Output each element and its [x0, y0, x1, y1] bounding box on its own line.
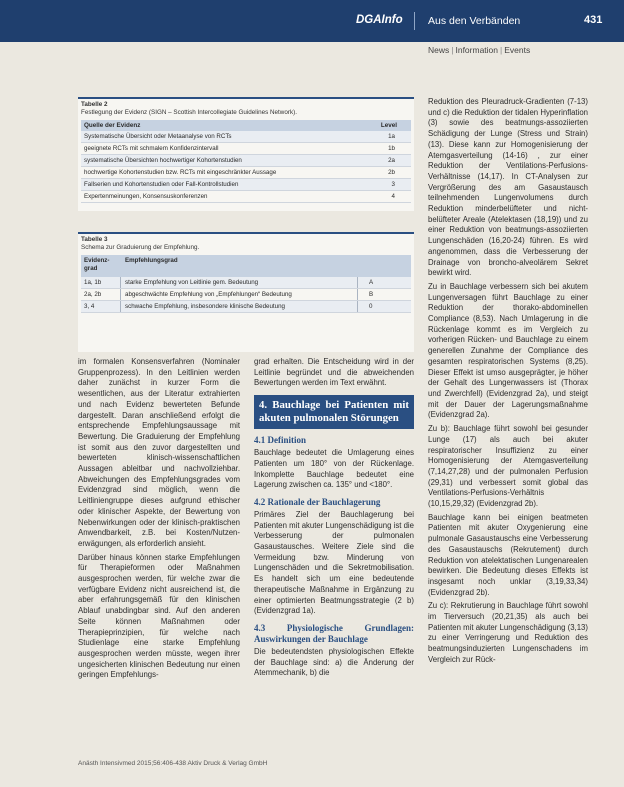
- table-caption: [78, 99, 414, 117]
- subsection-heading: 4.2 Rationale der Bauchlagerung: [254, 496, 381, 507]
- body-paragraph: Zu in Bauchlage verbessern sich bei akutem Lungenversagen führt Bauchlage zu einer Reduktion der thorako-abdominellen Compliance (8,53). Nach Umlagerung in die Rückenlage kommt es im Vergleich zu vorherigen Rücken- und Bauchlage zu einem generellen Zunahme der Compliance des gesamten respiratorischen Systems (8,25). Dieser Effekt ist umso ausgeprägter, je höher der Gehalt des Lungenwassers ist (Thorax und Zwerchfell) (Evidenzgrad 2a), und steigt mit der Dauer der Lagerungsmaßnahme (Evidenzgrad 2a).: [428, 281, 588, 420]
- table-row: [81, 191, 411, 203]
- subsection-heading: 4.3 Physiologische Grundlagen: Auswirkungen der Bauchlage: [254, 622, 414, 644]
- text-column-right: [428, 97, 588, 669]
- table-cell-grade: A: [369, 279, 374, 286]
- page-footer: Anästh Intensivmed 2015;56:406-438 Aktiv Druck & Verlag GmbH: [78, 760, 268, 767]
- recommendation-table: [78, 232, 414, 352]
- body-paragraph: Die bedeutendsten physiologischen Effekte der Bauchlage sind: a) die Änderung der Atemmechanik, b) die: [254, 646, 414, 678]
- subnav: News | Information | Events: [428, 45, 531, 55]
- table-cell-level: 2a: [388, 157, 395, 164]
- section-heading: 4. Bauchlage bei Patienten mit akuten pulmonalen Störungen: [254, 395, 414, 429]
- table-cell-recommendation: starke Empfehlung von Leitlinie gem. Bedeutung: [125, 279, 259, 286]
- body-paragraph: Bauchlage kann bei einigen beatmeten Patienten mit akuter Oxygenierung eine pulmonale Gasaustauschs eine Verbesserung des Gasaustauschs (Rekrutement) durch Reduktion von atelektatischen Lungenarealen bewirken. Die Bedeutung dieses Effekts ist insgesamt noch unklar (3,19,33,34) (Evidenzgrad 2b).: [428, 512, 588, 597]
- text-column-left: [78, 357, 240, 684]
- table-cell-level: 1a: [388, 133, 395, 140]
- table-cell-source: Fallserien und Kohortenstudien oder Fall-Kontrollstudien: [84, 181, 239, 188]
- table-caption: [78, 234, 414, 252]
- subsection-heading: 4.1 Definition: [254, 435, 307, 446]
- body-paragraph: Primäres Ziel der Bauchlagerung bei Patienten mit akuter Lungenschädigung ist die Verbesserung der pulmonalen Gasaustausches. Weitere Ziele sind die Vermeidung bzw. Minderung von Lungenschäden und die Sekretmobilisation. Es handelt sich um eine bedeutende therapeutische Maßnahme in Ergänzung zu einer optimierten Beatmungsstrategie (2 b) (Evidenzgrad 1a).: [254, 509, 414, 616]
- table-row: [81, 167, 411, 179]
- table-cell-level: 1b: [388, 145, 395, 152]
- text-column-middle: [254, 357, 414, 682]
- table-cell-source: systematische Übersichten hochwertiger Kohortenstudien: [84, 157, 242, 164]
- table-cell-recommendation: schwache Empfehlung, insbesondere klinische Bedeutung: [125, 303, 285, 310]
- journal-brand: DGAInfo: [356, 14, 403, 26]
- table-header-level: Level: [380, 122, 397, 129]
- table-header: [81, 255, 411, 277]
- table-cell-grade: B: [369, 291, 374, 298]
- table-cell-evidence: 3, 4: [84, 303, 95, 310]
- subnav-events: Events: [504, 45, 531, 55]
- table-header-evidence: Evidenz-grad: [84, 257, 110, 272]
- table-header: [81, 120, 411, 131]
- table-row: [81, 179, 411, 191]
- table-row: [81, 289, 411, 301]
- table-cell-recommendation: abgeschwächte Empfehlung von „Empfehlungen“ Bedeutung: [125, 291, 292, 298]
- body-paragraph: im formalen Konsensverfahren (Nominaler Gruppenprozess). In den Leitlinien werden daher zunächst in kurzer Form die wesentlichen, aus der Literatur extrahierten und nach Evidenz bewerteten Befunde dargestellt. Daran anschließend erfolgt die entsprechende Empfehlungsaussage mit Bewertung. Die Graduierung der Empfehlung ist somit aus den zuvor dargestellten und bewerteten klinisch-wissenschaftlichen Aussagen ableitbar und nachvollziehbar. Abweichungen des Empfehlungsgrades vom Evidenzgrad sind möglich, wenn die Leitliniengruppe dieses aufgrund ethischer oder klinischer Aspekte, der Bewertung von Nebenwirkungen oder der klinisch-praktischen Anwendbarkeit, z.B. bei Kosten/Nutzen-erwägungen, als erforderlich ansieht.: [78, 357, 240, 548]
- body-paragraph: Darüber hinaus können starke Empfehlungen für Therapieformen oder Maßnahmen ausgesprochen werden, für welche zwar die verfügbare Evidenz nicht ausreichend ist, die aber erfahrungsgemäß für den klinischen Ablauf unabdingbar sind. Auf den anderen Seite können Maßnahmen oder Therapieprinzipien, für welche nach Studienlage eine starke Empfehlung ausgesprochen werden müsste, wegen ihrer ungesicherten klinischen Bedeutung nur einen geringen Empfehlungs-: [78, 552, 240, 680]
- table-cell-source: Expertenmeinungen, Konsensuskonferenzen: [84, 193, 208, 200]
- table-row: [81, 301, 411, 313]
- table-row: [81, 277, 411, 289]
- section-title: Aus den Verbänden: [428, 15, 521, 27]
- page-number: 431: [584, 14, 603, 26]
- table-cell-level: 2b: [388, 169, 395, 176]
- table-cell-evidence: 1a, 1b: [84, 279, 102, 286]
- table-cell-level: 4: [391, 193, 395, 200]
- table-row: [81, 143, 411, 155]
- body-paragraph: Bauchlage bedeutet die Umlagerung eines Patienten um 180° von der Rückenlage. Inkomplette Bauchlage bedeutet eine Lagerung zwischen ca. 135° und <180°.: [254, 448, 414, 490]
- table-header-source: Quelle der Evidenz: [84, 122, 141, 129]
- table-caption-title: Tabelle 3: [81, 236, 108, 243]
- table-caption-title: Tabelle 2: [81, 101, 108, 108]
- body-paragraph: Zu c): Rekrutierung in Bauchlage führt sowohl im Tierversuch (20,21,35) als auch bei Patienten mit akuter Lungenschädigung (3,13) zu einer Verringerung und Reduktion des beatmungsinduzierten Lungenschadens im Vergleich zur Rück-: [428, 601, 588, 664]
- table-cell-source: hochwertige Kohortenstudien bzw. RCTs mit eingeschränkter Aussage: [84, 169, 277, 176]
- subnav-information: Information: [455, 45, 499, 55]
- table-row: [81, 131, 411, 143]
- table-header-recommendation: Empfehlungsgrad: [125, 257, 178, 264]
- table-cell-level: 3: [391, 181, 395, 188]
- table-caption-text: Schema zur Graduierung der Empfehlung.: [81, 244, 200, 251]
- table-body: [78, 131, 414, 203]
- body-paragraph: Zu b): Bauchlage führt sowohl bei gesunder Lunge (17) als auch bei akuter respiratorischer Insuffizienz zu einer Homogenisierung der Atemgasverteilung (7,14,27,28) und der pulmonalen Perfusion (29,31) und verbessert somit global das Ventilations-Perfusions-Verhältnis (10,15,29,32) (Evidenzgrad 2b).: [428, 424, 588, 509]
- table-cell-source: Systematische Übersicht oder Metaanalyse von RCTs: [84, 133, 232, 140]
- table-caption-text: Festlegung der Evidenz (SIGN – Scottish Intercollegiate Guidelines Network).: [81, 109, 297, 116]
- table-row: [81, 155, 411, 167]
- header-divider: [414, 12, 415, 30]
- table-cell-grade: 0: [369, 303, 373, 310]
- subnav-news: News: [428, 45, 450, 55]
- table-body: [78, 277, 414, 313]
- table-cell-source: geeignete RCTs mit schmalem Konfidenzintervall: [84, 145, 219, 152]
- page-header: [0, 0, 624, 42]
- body-paragraph: Reduktion des Pleuradruck-Gradienten (7-13) und c) die Reduktion der tidalen Hyperinflation (3) sowie des beatmungs-assoziierten Schädigung der Lunge (Stress und Strain) (13). Diese kann zur Homogenisierung der Atemgasverteilung (14-16) , zur einer Reduktion der Ventilations-Perfusions-Verhältnisse (14,17). In CT-Analysen zur Vergrößerung des am Gasaustausch teilnehmenden Lungenvolumens durch Reduktion minderbelüfteter und nicht-belüfteter Areale (Atelektasen (18,19)) und zu einer Reduktion von beatmungs-assoziierten Lungenschäden (16,20-24) führen. Es wird angenommen, dass die Verbesserung der Drainage von broncho-alveolärem Sekret bewirkt wird.: [428, 97, 588, 278]
- evidence-table: [78, 97, 414, 211]
- table-cell-evidence: 2a, 2b: [84, 291, 102, 298]
- body-paragraph: grad erhalten. Die Entscheidung wird in der Leitlinie begründet und die abweichenden Bewertungen werden im Text erwähnt.: [254, 357, 414, 388]
